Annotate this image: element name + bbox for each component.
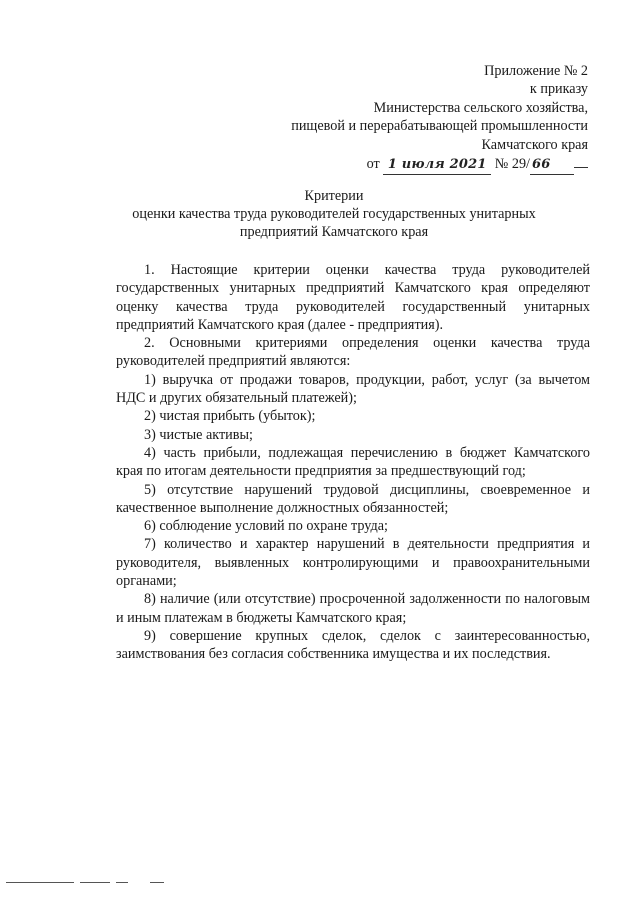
paragraph-1: 1. Настоящие критерии оценки качества труда руководителей государственных унитарных предприятий Камчатского края определяют оценку качества труда руководителей государственный унитарных предприятий Камчатского края (далее - предприятия). — [116, 262, 590, 333]
number-prefix: № 29/ — [494, 156, 530, 173]
footer-rule-2 — [80, 882, 110, 883]
criterion-1: 1) выручка от продажи товаров, продукции, работ, услуг (за вычетом НДС и других обязательный платежей); — [116, 371, 590, 407]
date-prefix: от — [366, 156, 380, 173]
handwritten-number: 66 — [530, 156, 574, 175]
order-date-line — [228, 155, 588, 175]
footer-rule-3 — [116, 882, 128, 883]
criterion-3: 3) чистые активы; — [144, 426, 253, 443]
appendix-header — [228, 62, 588, 175]
criterion-4: 4) часть прибыли, подлежащая перечислению в бюджет Камчатского края по итогам деятельности предприятия за предшествующий год; — [116, 444, 590, 480]
criterion-2: 2) чистая прибыть (убыток); — [144, 408, 316, 425]
document-body — [116, 261, 590, 664]
document-title — [80, 188, 588, 241]
criterion-5: 5) отсутствие нарушений трудовой дисциплины, своевременное и качественное выполнение должностных обязанностей; — [116, 481, 590, 516]
criterion-7: 7) количество и характер нарушений в деятельности предприятия и руководителя, выявленных контролирующими и правоохранительными органами; — [116, 536, 590, 590]
footer-rule-1 — [6, 882, 74, 883]
handwritten-date: 1 июля 2021 — [383, 156, 491, 175]
appendix-ministry: Министерства сельского хозяйства, — [373, 99, 588, 116]
criterion-6: 6) соблюдение условий по охране труда; — [144, 518, 388, 535]
appendix-ministry-cont: пищевой и перерабатывающей промышленности — [291, 118, 588, 135]
appendix-region: Камчатского края — [481, 136, 588, 153]
appendix-to-order: к приказу — [529, 81, 588, 98]
title-line-1: Критерии — [304, 188, 364, 204]
criterion-8: 8) наличие (или отсутствие) просроченной задолженности по налоговым и иным платежам в бюджеты Камчатского края; — [116, 591, 590, 626]
footer-rule-4 — [150, 882, 164, 883]
number-underline — [574, 155, 588, 168]
appendix-number: Приложение № 2 — [484, 63, 588, 79]
paragraph-2: 2. Основными критериями определения оценки качества труда руководителей предприятий являются: — [116, 335, 590, 370]
title-line-3: предприятий Камчатского края — [239, 223, 429, 240]
criterion-9: 9) совершение крупных сделок, сделок с заинтересованностью, заимствования без согласия собственника имущества и их последствия. — [116, 627, 590, 663]
title-line-2: оценки качества труда руководителей государственных унитарных — [132, 205, 536, 222]
